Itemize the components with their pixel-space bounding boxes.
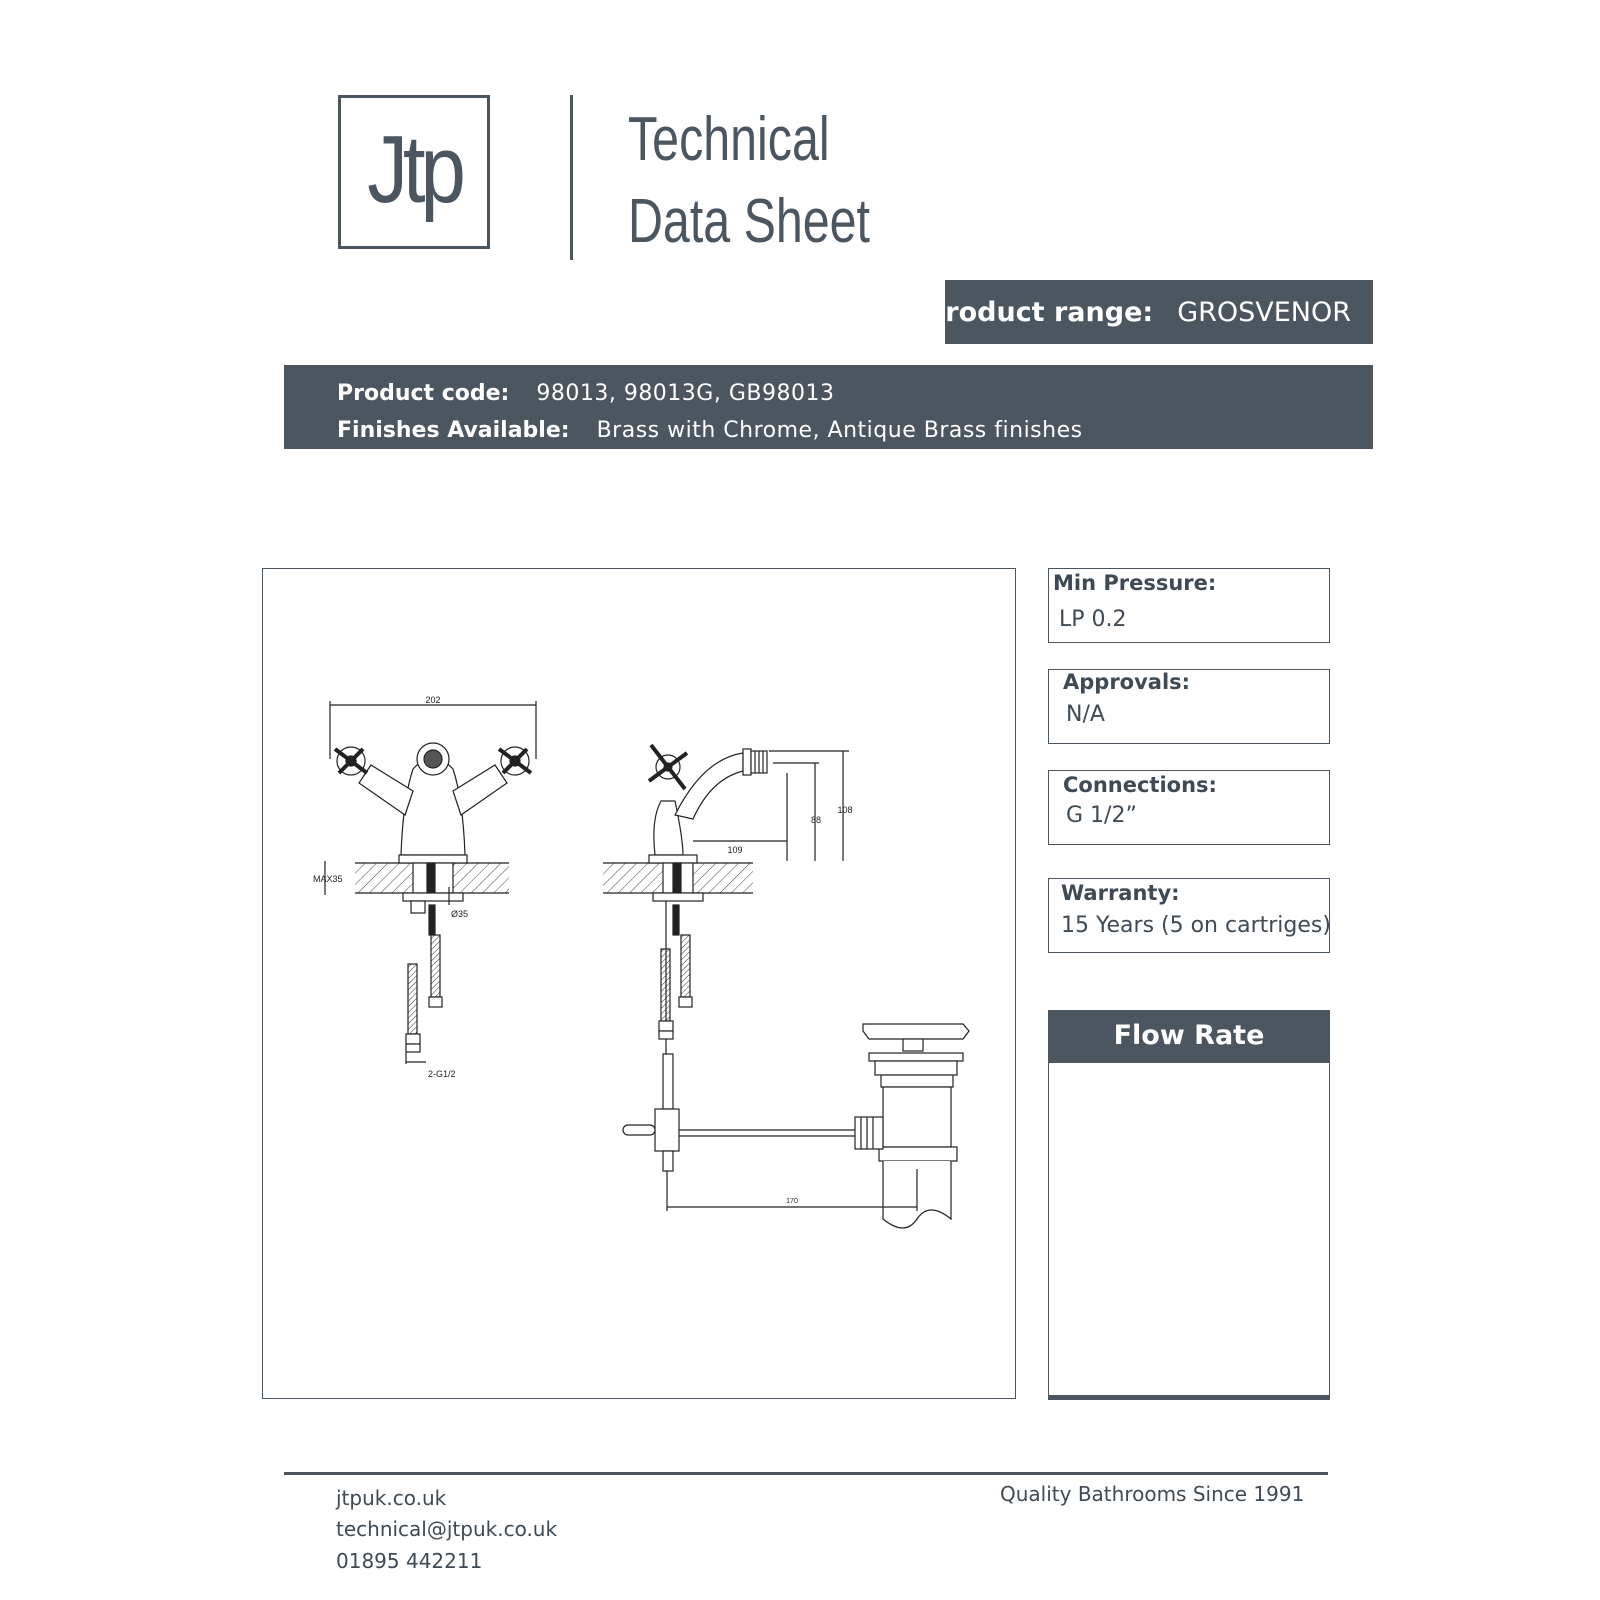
page-title-line1: Technical: [628, 105, 830, 174]
side-view-drawing: [603, 745, 969, 1228]
footer-website-link[interactable]: jtpuk.co.uk: [336, 1486, 447, 1510]
logo-text: Jtp: [367, 116, 461, 223]
jtp-logo: [338, 95, 490, 249]
min-pressure-box: [1048, 568, 1330, 643]
connections-value: G 1/2”: [1066, 803, 1137, 828]
footer-tagline: Quality Bathrooms Since 1991: [1000, 1482, 1305, 1506]
connections-box: [1048, 770, 1330, 845]
header-divider: [570, 95, 573, 260]
approvals-label: Approvals:: [1063, 670, 1191, 694]
dim-height-108: 108: [837, 805, 853, 815]
product-range-label: Product range:: [925, 296, 1154, 328]
flow-rate-title: Flow Rate: [1049, 1011, 1329, 1063]
min-pressure-label: Min Pressure:: [1053, 571, 1217, 595]
dim-spout-reach: 109: [727, 845, 743, 855]
technical-drawing: [263, 569, 1017, 1400]
footer-email-link[interactable]: technical@jtpuk.co.uk: [336, 1517, 558, 1541]
dim-max: MAX35: [313, 874, 343, 884]
finishes-label: Finishes Available:: [337, 418, 570, 443]
page-title-line2: Data Sheet: [628, 187, 870, 256]
min-pressure-value: LP 0.2: [1059, 607, 1127, 632]
dim-waste-distance: 170: [786, 1198, 798, 1205]
finishes-row: [337, 412, 1373, 449]
technical-drawing-frame: [262, 568, 1016, 1399]
product-range-bar: [925, 280, 1373, 344]
dim-connection: 2-G1/2: [428, 1069, 456, 1079]
flow-rate-box: [1048, 1010, 1330, 1400]
approvals-box: [1048, 669, 1330, 744]
finishes-value: Brass with Chrome, Antique Brass finishes: [596, 418, 1083, 443]
product-code-value: 98013, 98013G, GB98013: [536, 381, 835, 406]
product-code-label: Product code:: [337, 381, 510, 406]
warranty-value: 15 Years (5 on cartriges): [1061, 913, 1331, 938]
product-info-bar: [284, 365, 1373, 449]
front-view-drawing: [325, 701, 536, 1064]
dim-height-88: 88: [810, 815, 822, 825]
warranty-label: Warranty:: [1061, 881, 1180, 905]
dim-width: 202: [425, 695, 441, 705]
connections-label: Connections:: [1063, 773, 1217, 797]
footer-divider: [284, 1472, 1328, 1475]
product-range-value: GROSVENOR: [1177, 296, 1351, 328]
product-code-row: [337, 375, 1373, 412]
dim-diameter: Ø35: [451, 909, 469, 919]
warranty-box: [1048, 878, 1330, 953]
approvals-value: N/A: [1066, 702, 1105, 727]
footer-phone: 01895 442211: [336, 1549, 483, 1573]
